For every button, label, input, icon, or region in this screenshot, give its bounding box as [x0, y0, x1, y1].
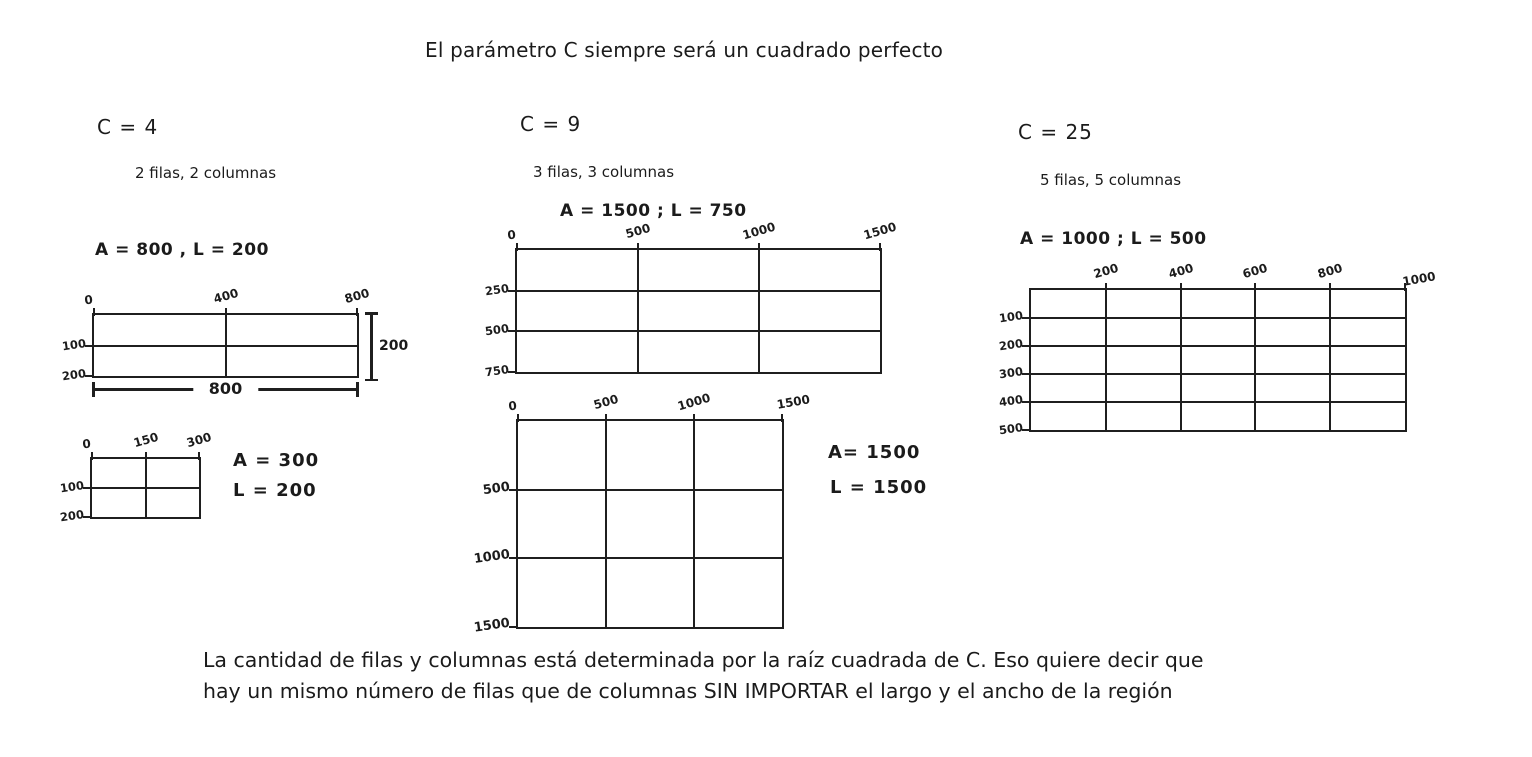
grid-c4-small: [59, 429, 213, 525]
tick-mark: [198, 452, 200, 460]
tick-mark: [758, 243, 760, 251]
grid-c4-small-area-label: A = 300: [233, 450, 320, 471]
tick-label: 1500: [775, 392, 811, 412]
tick-label: 800: [343, 285, 371, 307]
tick-label: 1500: [472, 615, 511, 636]
grid-c9-square: [472, 390, 811, 636]
tick-label: 500: [998, 420, 1024, 438]
tick-label: 400: [998, 392, 1024, 410]
width-dimension-label: 800: [193, 379, 258, 398]
tick-label: 400: [211, 285, 240, 307]
tick-mark: [1329, 283, 1331, 291]
tick-label: 100: [59, 478, 85, 496]
tick-mark: [356, 308, 358, 316]
footer-explanation: [203, 645, 1204, 707]
tick-label: 1000: [472, 547, 511, 568]
tick-mark: [225, 308, 227, 316]
grid-line-vertical: [1105, 290, 1107, 430]
height-dimension-label: 200: [379, 337, 409, 354]
grid-line-horizontal: [1031, 373, 1405, 375]
grid-line-vertical: [758, 250, 760, 372]
tick-mark: [879, 243, 881, 251]
grid-line-horizontal: [518, 489, 782, 491]
section1-rows-cols-label: 2 filas, 2 columnas: [135, 164, 277, 182]
grid-line-vertical: [1254, 290, 1256, 430]
grid-line-horizontal: [1031, 401, 1405, 403]
grid-line-vertical: [1180, 290, 1182, 430]
section2-rows-cols-label: 3 filas, 3 columnas: [533, 163, 675, 181]
grid-line-vertical: [693, 421, 695, 627]
tick-label: 100: [998, 308, 1024, 326]
grid-line-horizontal: [1031, 345, 1405, 347]
tick-label: 500: [484, 321, 510, 339]
tick-label: 1000: [676, 390, 712, 414]
tick-mark: [1180, 283, 1182, 291]
footer-line-1: La cantidad de filas y columnas está determinada por la raíz cuadrada de C. Eso quiere decir que: [203, 648, 1204, 672]
width-dimension-bracket: [92, 379, 359, 398]
tick-label: 500: [481, 479, 511, 498]
tick-label: 500: [592, 391, 620, 413]
grid-line-horizontal: [517, 330, 880, 332]
grid-line-horizontal: [92, 487, 199, 489]
grid-line-horizontal: [517, 290, 880, 292]
tick-label: 750: [484, 362, 510, 380]
section2-c-label: C = 9: [520, 112, 582, 136]
tick-label: 200: [61, 366, 87, 384]
tick-label: 0: [83, 292, 94, 308]
tick-label: 0: [81, 436, 92, 452]
tick-label: 200: [1091, 260, 1120, 282]
grid-c25: [998, 260, 1437, 438]
tick-label: 1000: [741, 219, 777, 243]
section3-c-label: C = 25: [1018, 120, 1093, 144]
section1-c-label: C = 4: [97, 115, 159, 139]
tick-label: 0: [506, 227, 517, 243]
tick-label: 400: [1166, 260, 1195, 282]
tick-mark: [516, 243, 518, 251]
tick-label: 1500: [862, 219, 898, 243]
tick-label: 500: [624, 220, 652, 242]
tick-label: 800: [1316, 260, 1345, 282]
tick-mark: [1105, 283, 1107, 291]
page-title: El parámetro C siempre será un cuadrado perfecto: [425, 38, 944, 62]
grid-c4-small-length-label: L = 200: [233, 480, 317, 501]
tick-label: 300: [998, 364, 1024, 382]
section3-rows-cols-label: 5 filas, 5 columnas: [1040, 171, 1182, 189]
grid-line-vertical: [637, 250, 639, 372]
grid-line-horizontal: [518, 557, 782, 559]
grid-line-vertical: [605, 421, 607, 627]
tick-mark: [781, 414, 783, 422]
grid-c9-square-area-label: A= 1500: [828, 442, 921, 463]
tick-mark: [91, 452, 93, 460]
grid-c9-square-length-label: L = 1500: [830, 477, 928, 498]
tick-mark: [693, 414, 695, 422]
tick-mark: [605, 414, 607, 422]
grid-line-horizontal: [94, 345, 357, 347]
tick-label: 300: [185, 429, 213, 451]
tick-label: 1000: [1401, 269, 1437, 289]
tick-mark: [517, 414, 519, 422]
section1-area-length-label: A = 800 , L = 200: [95, 240, 269, 260]
footer-line-2: hay un mismo número de filas que de columnas SIN IMPORTAR el largo y el ancho de la región: [203, 679, 1173, 703]
tick-label: 100: [61, 335, 87, 353]
tick-label: 200: [998, 336, 1024, 354]
tick-label: 0: [507, 398, 518, 414]
tick-mark: [145, 452, 147, 460]
tick-label: 200: [59, 507, 85, 525]
tick-label: 150: [131, 429, 160, 451]
grid-c9-wide: [484, 219, 898, 380]
tick-label: 250: [484, 280, 510, 299]
height-dimension-bracket: [370, 312, 373, 381]
tick-mark: [637, 243, 639, 251]
tick-label: 600: [1241, 260, 1270, 282]
section2-area-length-label: A = 1500 ; L = 750: [560, 201, 747, 221]
section3-area-length-label: A = 1000 ; L = 500: [1020, 229, 1207, 249]
grid-line-horizontal: [1031, 317, 1405, 319]
grid-line-vertical: [1329, 290, 1331, 430]
grid-c4-main: [61, 285, 409, 398]
tick-mark: [93, 308, 95, 316]
tick-mark: [1254, 283, 1256, 291]
